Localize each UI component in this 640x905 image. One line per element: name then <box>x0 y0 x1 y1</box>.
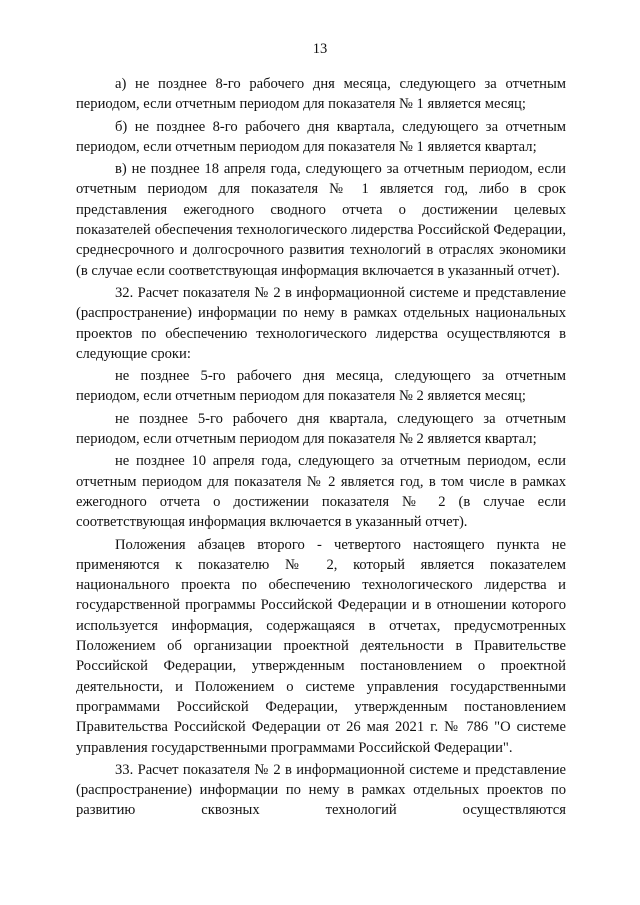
paragraph-deadline-year: не позднее 10 апреля года, следующего за отчетным периодом, если отчетным периодом для показателя № 2 является год, в том числе в рамках ежегодного отчета о достижении показателя № 2 (в случае если соответствующая информация включается в указанный отчет). <box>76 453 566 531</box>
paragraph-subitem-a: а) не позднее 8-го рабочего дня месяца, следующего за отчетным периодом, если отчетным периодом для показателя № 1 является месяц; <box>76 76 566 113</box>
paragraph-subitem-b: б) не позднее 8-го рабочего дня квартала, следующего за отчетным периодом, если отчетным периодом для показателя № 1 является квартал; <box>76 118 566 155</box>
paragraph-item-33: 33. Расчет показателя № 2 в информационной системе и представление (распространение) информации по нему в рамках отдельных проектов по развитию сквозных технологий осуществляются <box>76 761 566 819</box>
paragraph-item-32: 32. Расчет показателя № 2 в информационной системе и представление (распространение) информации по нему в рамках отдельных национальных проектов по обеспечению технологического лидерства осуществляются в следующие сроки: <box>76 284 566 362</box>
paragraph-deadline-quarter: не позднее 5-го рабочего дня квартала, следующего за отчетным периодом, если отчетным периодом для показателя № 2 является квартал; <box>76 410 566 448</box>
document-body <box>76 74 566 823</box>
page-number: 13 <box>312 41 328 57</box>
paragraph-deadline-month: не позднее 5-го рабочего дня месяца, следующего за отчетным периодом, если отчетным периодом для показателя № 2 является месяц; <box>76 368 566 405</box>
paragraph-subitem-v: в) не позднее 18 апреля года, следующего за отчетным периодом, если отчетным периодом для показателя № 1 является год, либо в срок представления ежегодного сводного отчета о достижении целевых показателей обеспечения технологического лидерства Российской Федерации, среднесрочного и долгосрочного развития технологий в отраслях экономики (в случае если соответствующая информация включается в указанный отчет). <box>76 161 566 279</box>
paragraph-exceptions: Положения абзацев второго - четвертого настоящего пункта не применяются к показателю № 2, который является показателем национального проекта по обеспечению технологического лидерства и государственной программы Российской Федерации и в отношении которого используется информация, содержащаяся в отчетах, предусмотренных Положением об организации проектной деятельности в Правительстве Российской Федерации, утвержденным постановлением о проектной деятельности, и Положением о системе управления государственными программами Российской Федерации, утвержденным постановлением Правительства Российской Федерации от 26 мая 2021 г. № 786 "О системе управления государственными программами Российской Федерации". <box>76 536 566 756</box>
